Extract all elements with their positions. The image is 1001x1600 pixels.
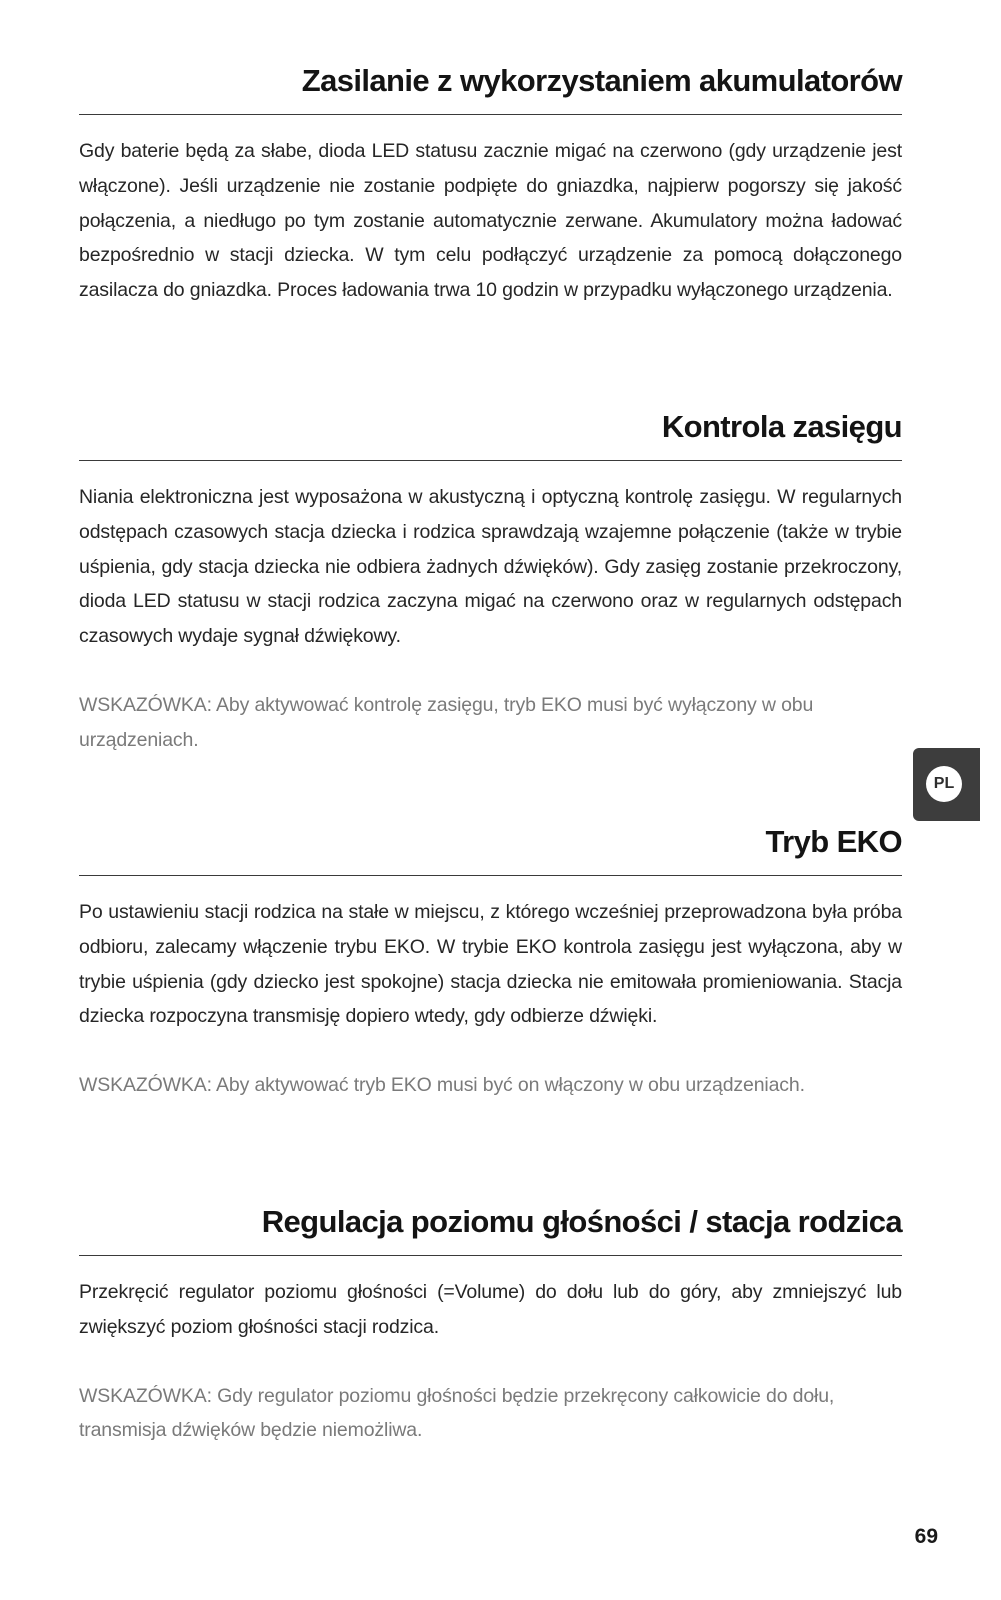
section-title: Regulacja poziomu głośności / stacja rodzica: [261, 1204, 902, 1239]
manual-page: [79, 0, 902, 1600]
language-badge: PL: [926, 766, 962, 802]
hint-note: WSKAZÓWKA: Gdy regulator poziomu głośności będzie przekręcony całkowicie do dołu, transmisja dźwięków będzie niemożliwa.: [79, 1384, 835, 1442]
hint-note: WSKAZÓWKA: Aby aktywować tryb EKO musi być on włączony w obu urządzeniach.: [79, 1074, 805, 1097]
section-title: Kontrola zasięgu: [661, 409, 902, 444]
section-paragraph: Po ustawieniu stacji rodzica na stałe w miejscu, z którego wcześniej przeprowadzona była próba odbioru, zalecamy włączenie trybu EKO. W trybie EKO kontrola zasięgu jest wyłączona, aby w trybie uśpienia (gdy dziecko jest spokojne) stacja dziecka nie emitowała promieniowania. Stacja dziecka rozpoczyna transmisję dopiero wtedy, gdy odbierze dźwięki.: [79, 901, 902, 1028]
section-divider: [79, 460, 902, 461]
section-paragraph: Niania elektroniczna jest wyposażona w akustyczną i optyczną kontrolę zasięgu. W regularnych odstępach czasowych stacja dziecka i rodzica sprawdzają wzajemne połączenie (także w trybie uśpienia, gdy stacja dziecka nie odbiera żadnych dźwięków). Gdy zasięg zostanie przekroczony, dioda LED statusu w stacji rodzica zaczyna migać na czerwono oraz w regularnych odstępach czasowych wydaje sygnał dźwiękowy.: [79, 486, 902, 648]
section-eco-mode: [79, 823, 902, 1103]
section-divider: [79, 875, 902, 876]
section-volume-control: [79, 1203, 902, 1448]
section-battery-power: [79, 62, 902, 308]
language-tab: [913, 748, 980, 821]
section-title: Tryb EKO: [765, 824, 902, 859]
hint-note: WSKAZÓWKA: Aby aktywować kontrolę zasięgu, tryb EKO musi być wyłączony w obu urządzeniach.: [79, 693, 814, 751]
section-paragraph: Przekręcić regulator poziomu głośności (=Volume) do dołu lub do góry, aby zmniejszyć lub zwiększyć poziom głośności stacji rodzica.: [79, 1281, 902, 1338]
section-range-control: [79, 408, 902, 758]
section-divider: [79, 1255, 902, 1256]
section-paragraph: Gdy baterie będą za słabe, dioda LED statusu zacznie migać na czerwono (gdy urządzenie jest włączone). Jeśli urządzenie nie zostanie podpięte do gniazdka, najpierw pogorszy się jakość połączenia, a niedługo po tym zostanie automatycznie zerwane. Akumulatory można ładować bezpośrednio w stacji dziecka. W tym celu podłączyć urządzenie za pomocą dołączonego zasilacza do gniazdka. Proces ładowania trwa 10 godzin w przypadku wyłączonego urządzenia.: [79, 140, 902, 302]
section-divider: [79, 114, 902, 115]
page-number: 69: [914, 1525, 938, 1548]
section-title: Zasilanie z wykorzystaniem akumulatorów: [301, 63, 902, 98]
